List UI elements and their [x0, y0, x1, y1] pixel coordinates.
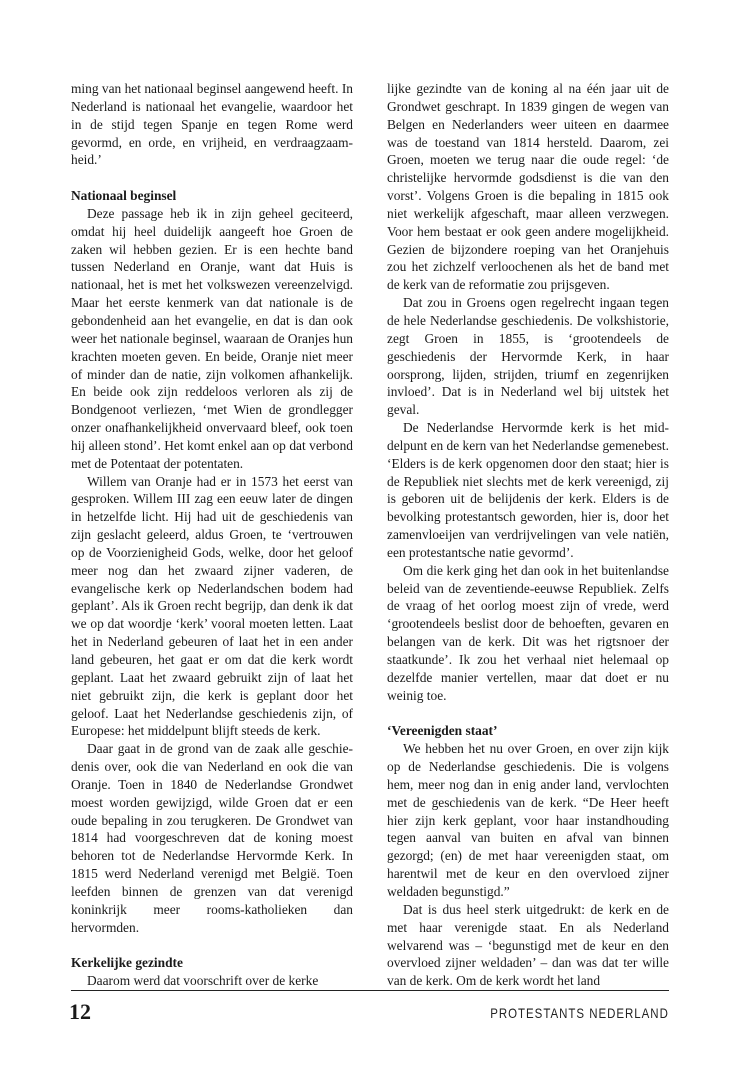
- running-title: PROTESTANTS NEDERLAND: [490, 1005, 669, 1021]
- paragraph: Om die kerk ging het dan ook in het buitenlandse beleid van de zeventiende-eeuwse Republiek. Zelfs de vraag of het oorlog moest zijn of vrede, werd ‘grootendeels beslist door de behoeften, gevaren en belangen van de kerk. Dit was het rigtsnoer der staatkunde’. Ik zou het verhaal niet helemaal op dezelfde manier vertellen, maar dat doet er nu weinig toe.: [387, 562, 669, 703]
- section-heading: Nationaal beginsel: [71, 188, 177, 204]
- paragraph: Deze passage heb ik in zijn geheel geciteerd, omdat hij heel duidelijk aangeeft hoe Groen de zaken wil hebben gezien. Er is een hechte band tussen Nederland en Oranje, want dat Huis is nationaal, het is met het volkswezen vereenzelvigd. Maar het eerste kenmerk van dat nationale is de gebondenheid aan het evangelie, en dat is dan ook weer het nationale beginsel, waaraan de Oranjes hun krachten moeten geven. En beide, Oranje niet meer of minder dan de natie, zijn volkomen afhankelijk. En beide ook zijn reddeloos verloren als zij de Bondgenoot verliezen, ‘met Wien de grondlegger onzer onafhankelijkheid onvervaard bleef, ook toen hij alleen stond’. Het komt enkel aan op dat verbond met de Potentaat der potentaten.: [71, 205, 353, 471]
- paragraph: ming van het nationaal beginsel aangewend heeft. In Nederland is nationaal het evangelie, waardoor het in de stijd tegen Spanje en tegen Rome werd gevormd, en orde, en vrijheid, en verdraagzaamheid.’: [71, 81, 353, 168]
- section-heading: Kerkelijke gezindte: [71, 955, 183, 971]
- paragraph: Willem van Oranje had er in 1573 het eerst van gesproken. Willem III zag een eeuw later de dingen in hetzelfde licht. Hij had uit de geschiedenis van zijn geslacht geleerd, aldus Groen, te ‘vertrouwen op de Voorzienigheid Gods, welke, door het geloof meer nog dan het zwaard zijner vaderen, de evangelische kerk op Nederlandschen bodem had geplant’. Als ik Groen recht begrijp, dan denk ik dat we op dat woordje ‘kerk’ vooral moeten letten. Laat het in Nederland gebeuren of laat het in een ander land gebeuren, het gaat er om dat die kerk wordt geplant. Laat het zwaard gebruikt zijn of laat het niet gebruikt zijn, die kerk is geplant door het geloof. Laat het Nederlandse geschiedenis zijn, of Europese: het middelpunt blijft steeds de kerk.: [71, 473, 353, 739]
- paragraph-gap: [71, 169, 353, 187]
- right-column: [387, 80, 669, 990]
- paragraph: Dat zou in Groens ogen regelrecht ingaan tegen de hele Nederlandse geschiedenis. De volkshistorie, zegt Groen in 1855, is ‘grootendeels de geschiedenis der Hervormde Kerk, in haar oorsprong, lijden, strijden, triumf en zegenrijken invloed’. Dat is in Nederland wel bij uitstek het geval.: [387, 295, 669, 418]
- paragraph: Daarom werd dat voorschrift over de kerke: [87, 973, 319, 989]
- section-heading: ‘Vereenigden staat’: [387, 723, 498, 739]
- paragraph-gap: [387, 705, 669, 723]
- paragraph: Dat is dus heel sterk uitgedrukt: de kerk en de met haar verenigde staat. En als Nederland welvarend was – ‘begunstigd met de keur en den overvloed zijner weldaden’ – dan was dat ter wille van de kerk. Om de kerk wordt het land: [387, 901, 669, 989]
- paragraph-gap: [71, 937, 353, 955]
- paragraph: Daar gaat in de grond van de zaak alle geschiedenis over, ook die van Nederland en ook die van Oranje. Toen in 1840 de Nederlandse Grondwet moest worden gewijzigd, wilde Groen dat er een oude bepaling in zou terugkeren. De Grondwet van 1814 had voorgeschreven dat de koning moest behoren tot de Nederlandse Hervormde Kerk. In 1815 werd Nederland verenigd met België. Toen leefden binnen de grenzen van dat verenigd koninkrijk meer rooms-katholieken dan hervormden.: [71, 741, 353, 935]
- footer-rule: [71, 990, 669, 991]
- page-number: 12: [69, 999, 91, 1024]
- paragraph: De Nederlandse Hervormde kerk is het middelpunt en de kern van het Nederlandse gemenebest. ‘Elders is de kerk opgenomen door den staat; hier is de Republiek niet slechts met de kerk vereenigd, zij is geboren uit de belijdenis der kerk. Elders is de bevolking protestantsch geworden, hier is, door het zamenvloeijen van verdrijvelingen van vele natiën, een protestantsche natie gevormd’.: [387, 420, 669, 560]
- left-column: [71, 80, 353, 990]
- paragraph: We hebben het nu over Groen, en over zijn kijk op de Nederlandse geschiedenis. Die is volgens hem, meer nog dan in enig ander land, vervlochten met de geschiedenis van de kerk. “De Heer heeft hier zijn kerk geplant, voor haar instandhouding tegen aanval van buiten en afval van binnen gezorgd; (en) de met haar vereenigden staat, om harentwil met de keur en den overvloed zijner weldaden begunstigd.”: [387, 741, 669, 899]
- paragraph: lijke gezindte van de koning al na één jaar uit de Grondwet geschrapt. In 1839 gingen de wegen van Belgen en Nederlanders weer uiteen en daarmee was de toestand van 1814 hersteld. Daarom, zei Groen, moeten we terug naar die oude regel: ‘de christelijke hervormde godsdienst is die van den vorst’. Volgens Groen is die bepaling in 1815 ook niet werkelijk afgeschaft, maar alleen verzwegen. Voor hem bestaat er ook geen andere mogelijkheid. Gezien de bijzondere roeping van het Oranjehuis zou het zichzelf verloochenen als het de band met de kerk van de reformatie zou prijsgeven.: [387, 81, 669, 293]
